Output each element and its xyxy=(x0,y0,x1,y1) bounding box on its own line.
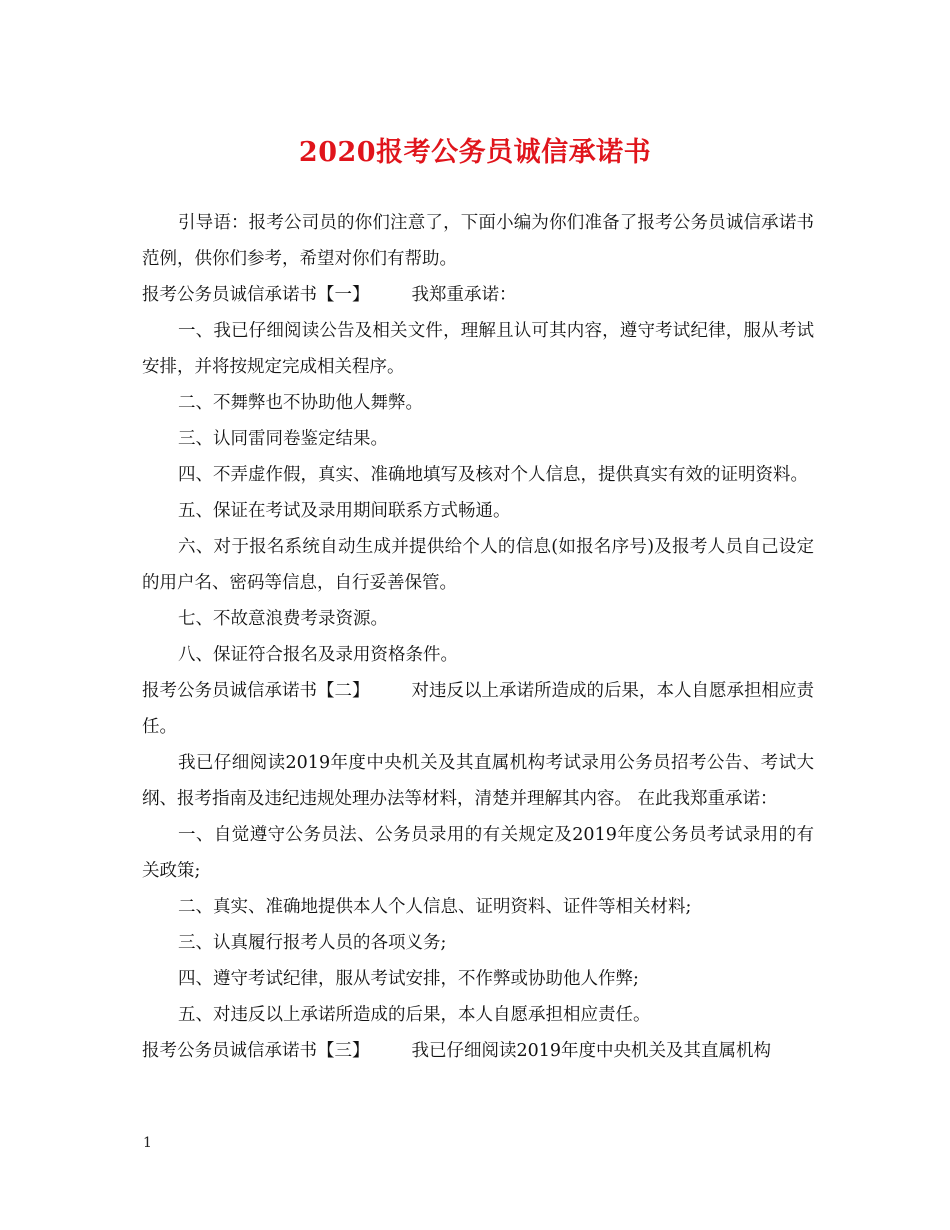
pledge-item: 三、认同雷同卷鉴定结果。 xyxy=(178,429,388,449)
section-text: 我已仔细阅读2019年度中央机关及其直属机构 xyxy=(411,1041,772,1061)
section-three-paragraph xyxy=(142,1033,814,1069)
pledge-item: 二、不舞弊也不协助他人舞弊。 xyxy=(178,393,423,413)
pledge-item: 一、我已仔细阅读公告及相关文件，理解且认可其内容，遵守考试纪律，服从考试安排，并将按规定完成相关程序。 xyxy=(142,321,814,377)
pledge-item: 五、保证在考试及录用期间联系方式畅通。 xyxy=(178,501,511,521)
section-heading: 报考公务员诚信承诺书【二】 xyxy=(142,681,370,701)
section-heading: 报考公务员诚信承诺书【一】 xyxy=(142,285,370,305)
body-paragraph: 我已仔细阅读2019年度中央机关及其直属机构考试录用公务员招考公告、考试大纲、报考指南及违纪违规处理办法等材料，清楚并理解其内容。 在此我郑重承诺： xyxy=(142,753,814,809)
document-title: 2020报考公务员诚信承诺书 xyxy=(298,137,652,168)
pledge-item: 三、认真履行报考人员的各项义务; xyxy=(178,933,447,953)
document-body xyxy=(142,205,814,1069)
pledge-item: 八、保证符合报名及录用资格条件。 xyxy=(178,645,458,665)
pledge-item: 二、真实、准确地提供本人个人信息、证明资料、证件等相关材料; xyxy=(178,897,692,917)
page-number: 1 xyxy=(143,1135,152,1151)
pledge-item: 七、不故意浪费考录资源。 xyxy=(178,609,388,629)
section-text: 我郑重承诺： xyxy=(411,285,517,305)
intro-paragraph: 引导语：报考公司员的你们注意了，下面小编为你们准备了报考公务员诚信承诺书范例，供你们参考，希望对你们有帮助。 xyxy=(142,213,814,269)
pledge-item: 一、自觉遵守公务员法、公务员录用的有关规定及2019年度公务员考试录用的有关政策; xyxy=(142,825,814,881)
section-heading: 报考公务员诚信承诺书【三】 xyxy=(142,1041,370,1061)
pledge-item: 六、对于报名系统自动生成并提供给个人的信息(如报名序号)及报考人员自己设定的用户名、密码等信息，自行妥善保管。 xyxy=(142,537,814,593)
pledge-item: 五、对违反以上承诺所造成的后果，本人自愿承担相应责任。 xyxy=(178,1005,651,1025)
section-text: 对违反以上承诺所造成的后果，本人自愿承担相应责任。 xyxy=(142,681,814,737)
section-one-paragraph xyxy=(142,277,814,313)
section-two-paragraph xyxy=(142,673,814,745)
pledge-item: 四、不弄虚作假，真实、准确地填写及核对个人信息，提供真实有效的证明资料。 xyxy=(178,465,808,485)
pledge-item: 四、遵守考试纪律，服从考试安排，不作弊或协助他人作弊; xyxy=(178,969,639,989)
